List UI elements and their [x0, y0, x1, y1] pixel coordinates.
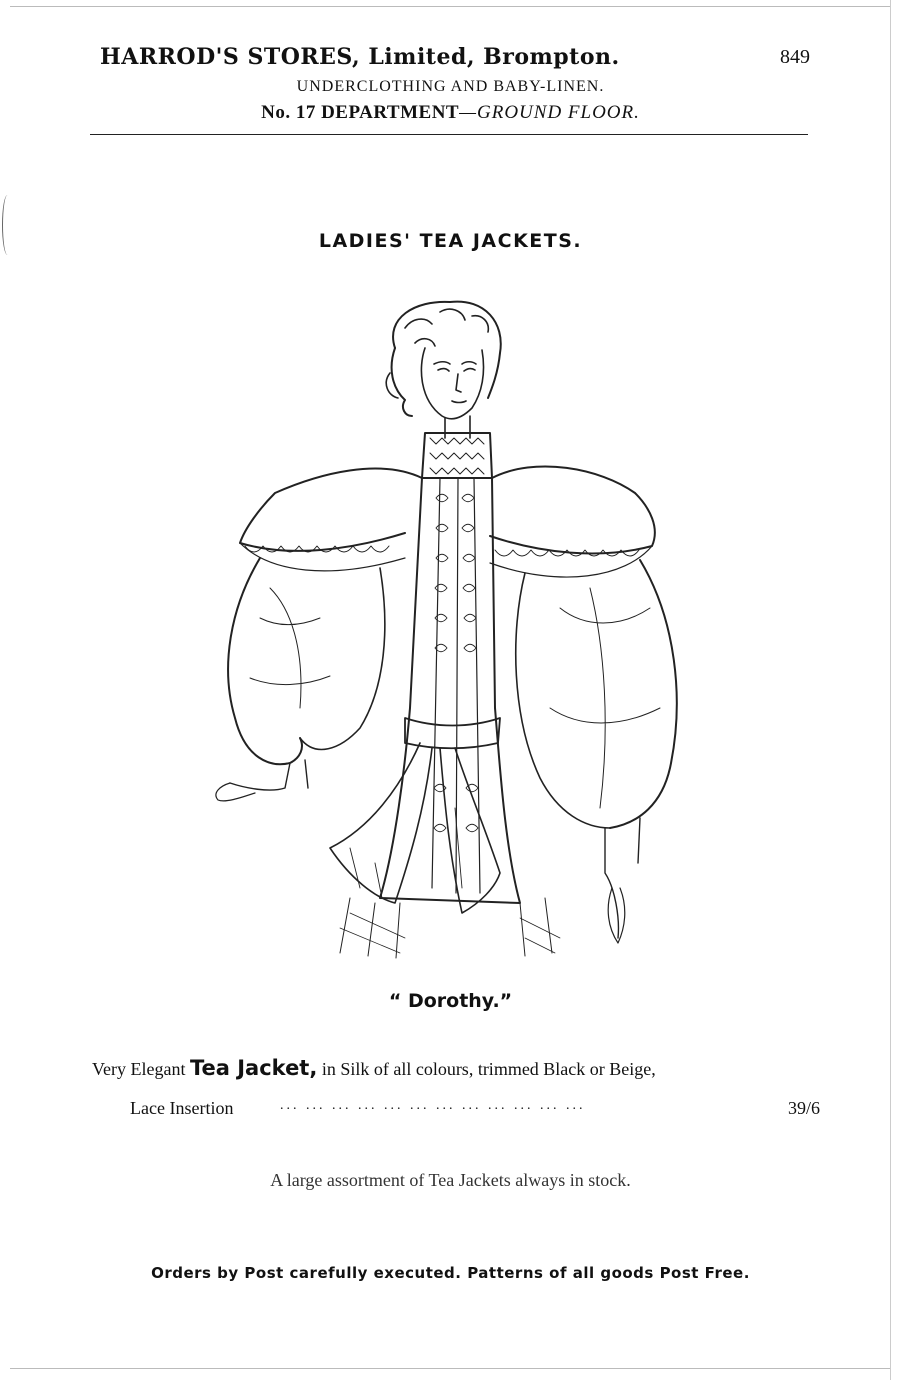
footer-note: Orders by Post carefully executed. Patterns of all goods Post Free.: [151, 1264, 750, 1282]
header-rule: [90, 134, 808, 135]
stock-note: A large assortment of Tea Jackets always in stock.: [270, 1170, 631, 1190]
store-title: HARROD'S STORES, Limited, Brompton.: [100, 44, 620, 70]
page-header: [100, 44, 810, 78]
price-line: [130, 1098, 820, 1124]
trim-label: Lace Insertion: [130, 1098, 234, 1118]
price: 39/6: [787, 1098, 820, 1118]
department-label: No. 17 DEPARTMENT: [261, 102, 460, 123]
tea-jacket-illustration: [200, 288, 700, 968]
description-prefix: Very Elegant: [92, 1059, 190, 1079]
dot-leader: ... ... ... ... ... ... ... ... ... ... ... ...: [280, 1098, 586, 1113]
section-heading: LADIES' TEA JACKETS.: [318, 230, 583, 252]
page-edge-line-bottom: [10, 1368, 890, 1369]
product-description: [92, 1056, 656, 1080]
department-subtitle: UNDERCLOTHING AND BABY-LINEN.: [296, 78, 605, 95]
product-name: Tea Jacket,: [189, 1056, 318, 1080]
page-edge-line: [10, 6, 890, 7]
page-number: 849: [780, 46, 810, 68]
style-name: “ Dorothy.”: [388, 990, 513, 1012]
department-line: [0, 102, 901, 124]
description-suffix: in Silk of all colours, trimmed Black or Beige,: [317, 1059, 656, 1079]
department-location: —GROUND FLOOR.: [459, 102, 640, 123]
